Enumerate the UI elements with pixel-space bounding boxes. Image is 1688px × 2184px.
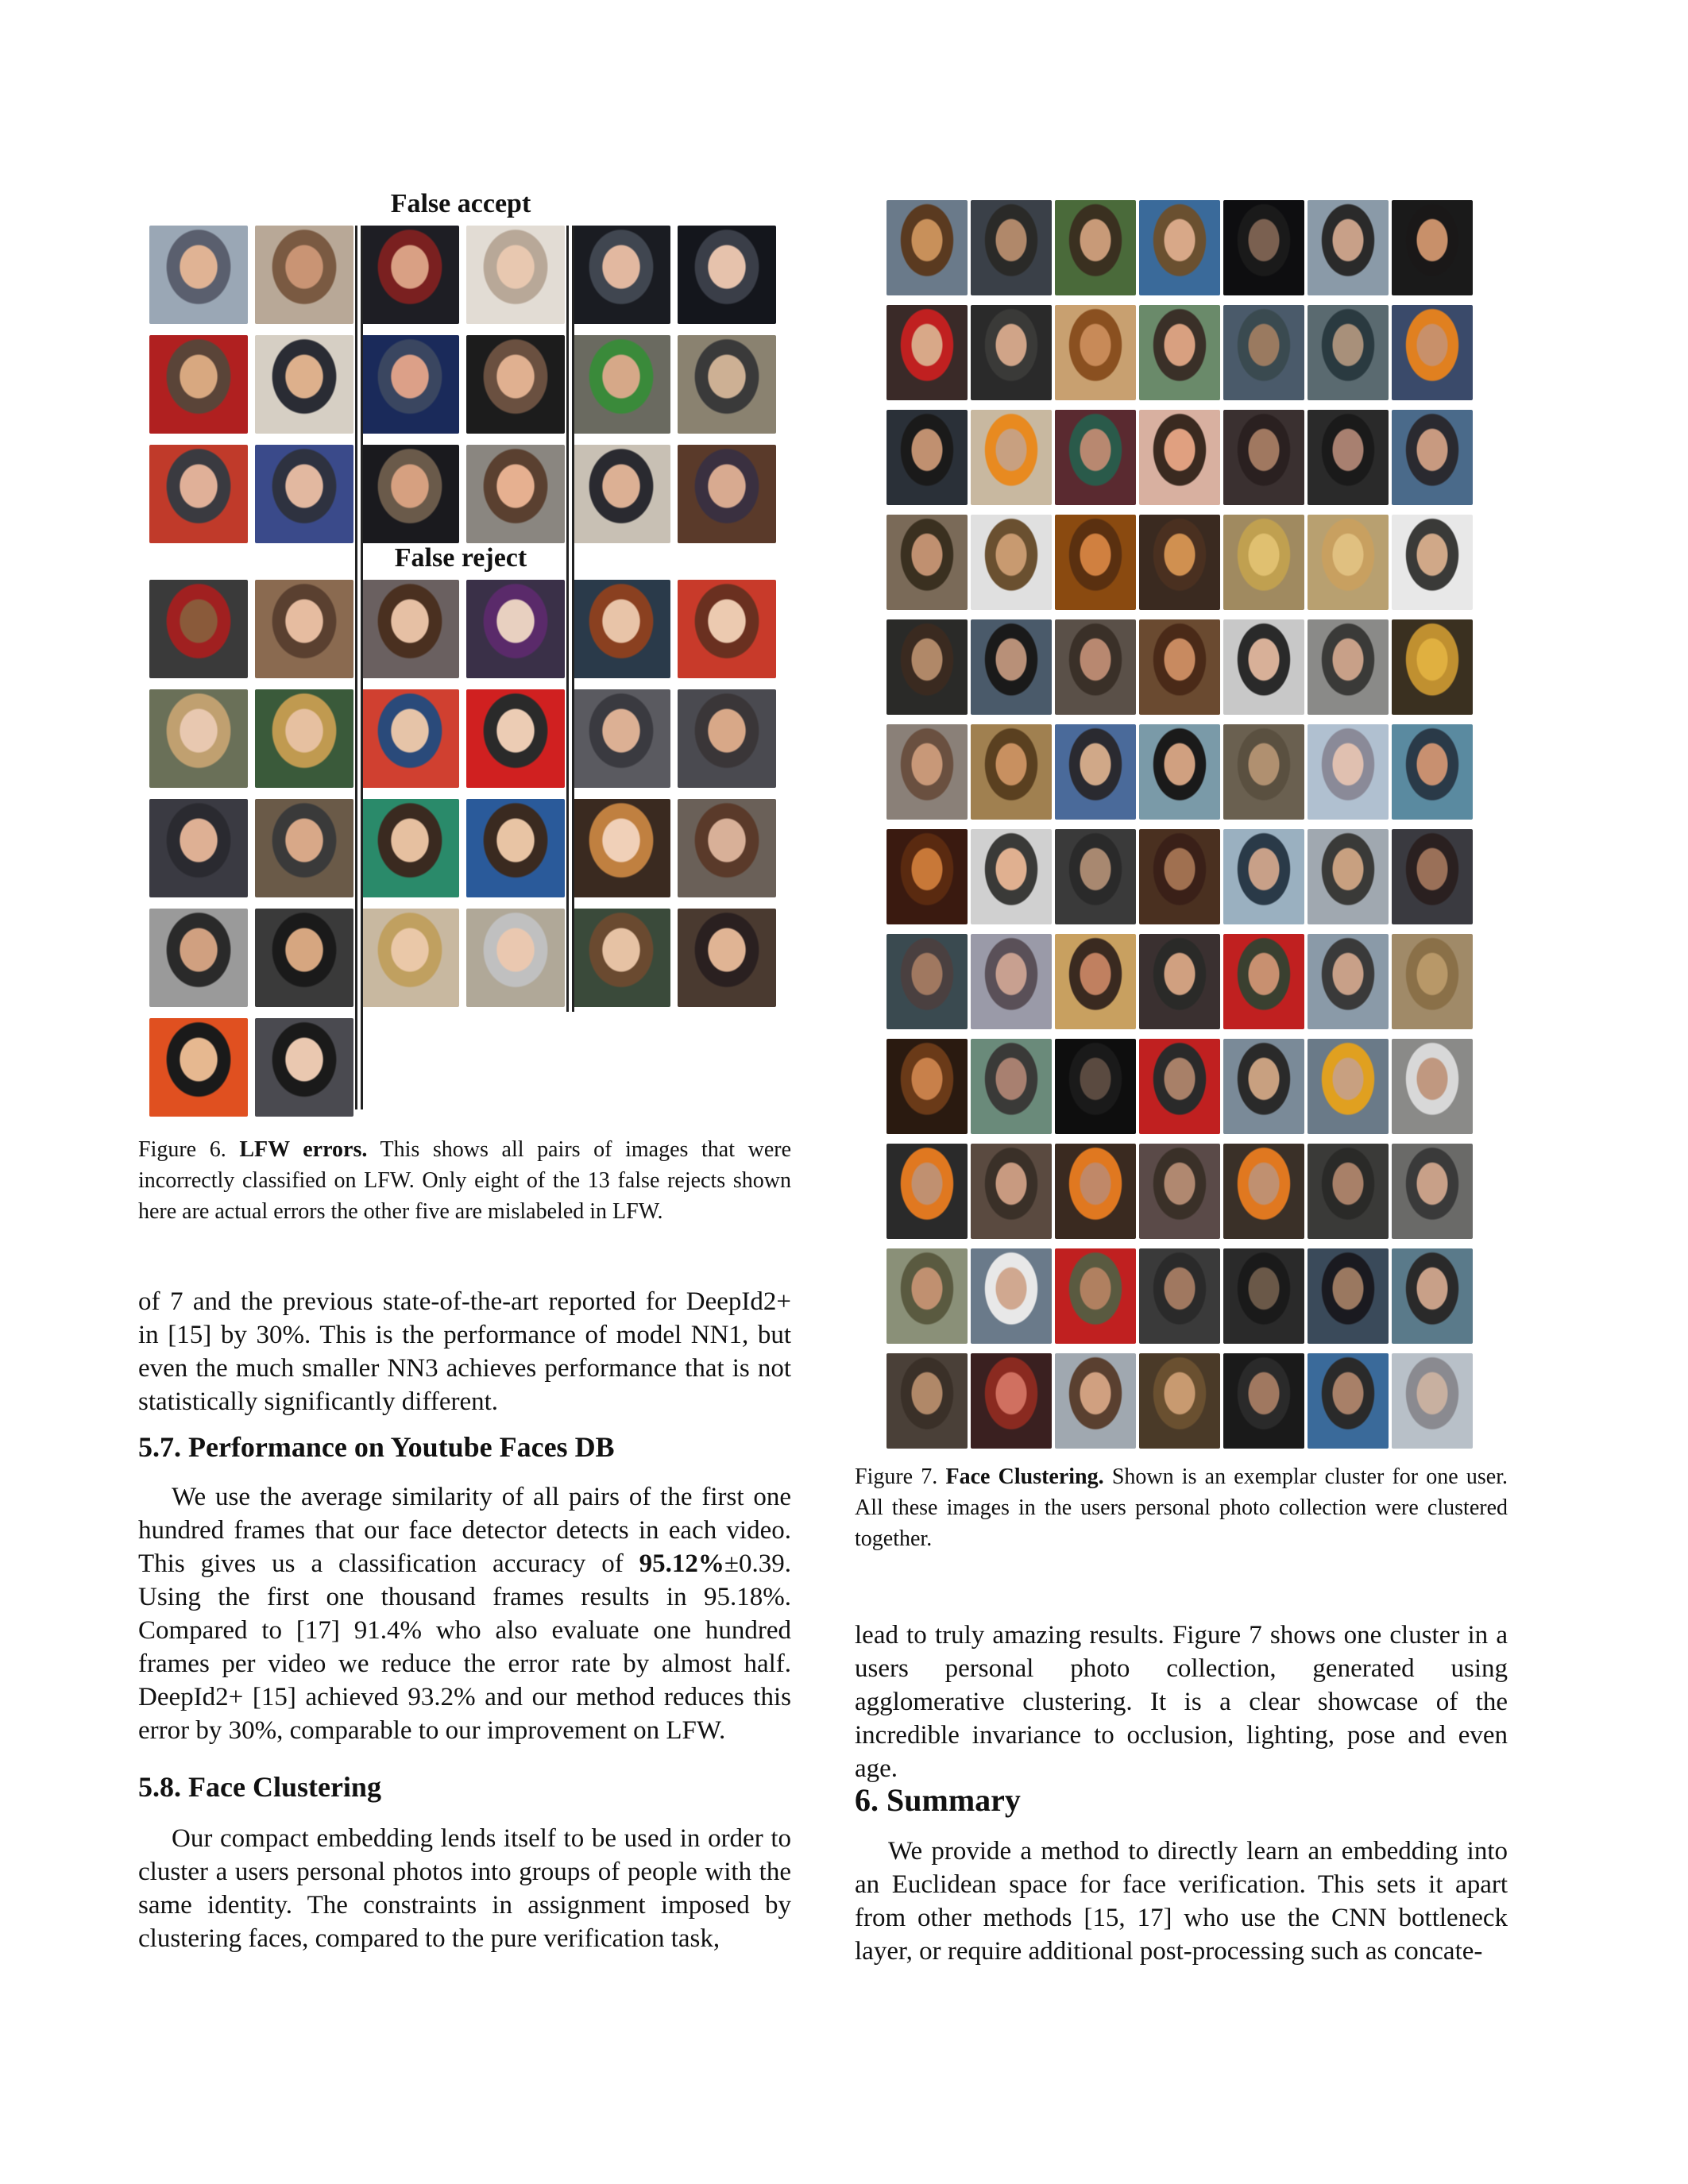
- face-cluster-grid: [886, 200, 1474, 1449]
- face-thumbnail: [572, 580, 670, 678]
- face-thumbnail: [1139, 1353, 1220, 1449]
- face-thumbnail: [361, 580, 459, 678]
- face-thumbnail: [255, 1018, 353, 1117]
- face-thumbnail: [971, 1248, 1052, 1344]
- face-thumbnail: [572, 799, 670, 897]
- section-6-heading: 6. Summary: [855, 1782, 1021, 1818]
- face-thumbnail: [886, 410, 968, 505]
- section-5-7-paragraph: [138, 1480, 791, 1747]
- face-thumbnail: [1139, 1248, 1220, 1344]
- false-reject-grid: [149, 580, 777, 1117]
- figure-7-caption: [855, 1461, 1508, 1554]
- face-thumbnail: [149, 335, 248, 434]
- figure-6-text: This shows all pairs of images that were incorrectly classified on LFW. Only eight of the 13 false rejects shown here are actual errors the other five are mislabeled in LFW.: [138, 1137, 792, 1224]
- figure-7-label: Figure 7.: [855, 1464, 938, 1489]
- pair-divider: [566, 226, 569, 1012]
- figure-6-caption: [138, 1134, 791, 1227]
- face-thumbnail: [1055, 305, 1136, 400]
- face-thumbnail: [1308, 1353, 1389, 1449]
- face-thumbnail: [1308, 829, 1389, 924]
- face-thumbnail: [886, 515, 968, 610]
- face-thumbnail: [971, 1353, 1052, 1449]
- face-thumbnail: [255, 580, 353, 678]
- face-thumbnail: [886, 305, 968, 400]
- face-thumbnail: [1139, 200, 1220, 295]
- face-thumbnail: [466, 445, 565, 543]
- face-thumbnail: [149, 799, 248, 897]
- face-thumbnail: [149, 445, 248, 543]
- face-thumbnail: [1392, 1353, 1473, 1449]
- false-reject-title: False reject: [394, 543, 527, 573]
- face-thumbnail: [1308, 724, 1389, 820]
- face-thumbnail: [255, 909, 353, 1007]
- face-thumbnail: [1139, 619, 1220, 715]
- face-thumbnail: [678, 909, 776, 1007]
- section-5-7-text-a: We use the average similarity of all pairs of the first one hundred frames that our face detector detects in each video. This gives us a classification accuracy of: [138, 1483, 791, 1578]
- pair-divider: [361, 226, 363, 1109]
- face-thumbnail: [572, 445, 670, 543]
- face-thumbnail: [971, 619, 1052, 715]
- face-thumbnail: [149, 580, 248, 678]
- pair-divider: [572, 226, 574, 1012]
- face-thumbnail: [1139, 410, 1220, 505]
- face-thumbnail: [149, 689, 248, 788]
- pair-divider: [355, 226, 357, 1109]
- face-thumbnail: [572, 226, 670, 324]
- face-thumbnail: [1223, 829, 1304, 924]
- face-thumbnail: [886, 1144, 968, 1239]
- face-thumbnail: [1223, 305, 1304, 400]
- face-thumbnail: [1392, 1144, 1473, 1239]
- face-thumbnail: [1392, 724, 1473, 820]
- section-5-8-heading: 5.8. Face Clustering: [138, 1771, 381, 1803]
- face-thumbnail: [1308, 934, 1389, 1029]
- face-thumbnail: [1223, 1144, 1304, 1239]
- face-thumbnail: [886, 1248, 968, 1344]
- face-thumbnail: [1055, 934, 1136, 1029]
- face-thumbnail: [1055, 619, 1136, 715]
- face-thumbnail: [1055, 200, 1136, 295]
- face-thumbnail: [1139, 724, 1220, 820]
- face-thumbnail: [149, 1018, 248, 1117]
- face-thumbnail: [886, 619, 968, 715]
- face-thumbnail: [971, 515, 1052, 610]
- face-thumbnail: [1139, 1144, 1220, 1239]
- face-thumbnail: [1223, 1248, 1304, 1344]
- face-thumbnail: [149, 226, 248, 324]
- figure-7-bold: Face Clustering.: [945, 1464, 1104, 1489]
- false-accept-grid: [149, 226, 777, 543]
- face-thumbnail: [361, 689, 459, 788]
- face-thumbnail: [1308, 410, 1389, 505]
- face-thumbnail: [886, 200, 968, 295]
- face-thumbnail: [1223, 1353, 1304, 1449]
- face-thumbnail: [466, 226, 565, 324]
- face-thumbnail: [572, 335, 670, 434]
- face-thumbnail: [678, 799, 776, 897]
- face-thumbnail: [1223, 515, 1304, 610]
- face-thumbnail: [1223, 200, 1304, 295]
- face-thumbnail: [971, 305, 1052, 400]
- face-thumbnail: [1139, 515, 1220, 610]
- face-thumbnail: [1055, 515, 1136, 610]
- face-thumbnail: [1139, 934, 1220, 1029]
- face-thumbnail: [361, 445, 459, 543]
- face-thumbnail: [1308, 1144, 1389, 1239]
- face-thumbnail: [1223, 724, 1304, 820]
- figure-6-bold: LFW errors.: [239, 1137, 368, 1162]
- accuracy-pm: ±0.39: [724, 1549, 785, 1578]
- face-thumbnail: [1392, 619, 1473, 715]
- face-thumbnail: [1392, 305, 1473, 400]
- face-thumbnail: [1308, 1039, 1389, 1134]
- face-thumbnail: [1139, 1039, 1220, 1134]
- section-5-7-text-b: . Using the first one thousand frames results in 95.18%. Compared to [17] 91.4% who also evaluate one hundred frames per video we reduce the error rate by almost half. DeepId2+ [15] achieved 93.2% and our method reduces this error by 30%, comparable to our improvement on LFW.: [138, 1549, 792, 1745]
- face-thumbnail: [361, 335, 459, 434]
- face-thumbnail: [255, 445, 353, 543]
- face-thumbnail: [1392, 410, 1473, 505]
- face-thumbnail: [886, 1039, 968, 1134]
- face-thumbnail: [1055, 1248, 1136, 1344]
- face-thumbnail: [572, 909, 670, 1007]
- face-thumbnail: [1308, 200, 1389, 295]
- face-thumbnail: [466, 909, 565, 1007]
- face-thumbnail: [466, 335, 565, 434]
- face-thumbnail: [1223, 934, 1304, 1029]
- face-thumbnail: [1392, 1248, 1473, 1344]
- face-thumbnail: [1392, 1039, 1473, 1134]
- section-5-7-heading: 5.7. Performance on Youtube Faces DB: [138, 1431, 615, 1463]
- face-thumbnail: [255, 799, 353, 897]
- face-thumbnail: [255, 226, 353, 324]
- face-thumbnail: [361, 909, 459, 1007]
- figure-7-text: Shown is an exemplar cluster for one user. All these images in the users personal photo collection were clustered together.: [855, 1464, 1508, 1551]
- section-5-8-paragraph: Our compact embedding lends itself to be used in order to cluster a users personal photos into groups of people with the same identity. The constraints in assignment imposed by clustering faces, compared to the pure verification task,: [138, 1824, 791, 1953]
- face-thumbnail: [466, 799, 565, 897]
- face-thumbnail: [971, 724, 1052, 820]
- face-thumbnail: [255, 689, 353, 788]
- face-thumbnail: [1392, 200, 1473, 295]
- face-thumbnail: [971, 829, 1052, 924]
- face-thumbnail: [1392, 934, 1473, 1029]
- face-thumbnail: [1055, 1353, 1136, 1449]
- face-thumbnail: [886, 829, 968, 924]
- face-thumbnail: [466, 689, 565, 788]
- face-thumbnail: [971, 200, 1052, 295]
- face-thumbnail: [678, 689, 776, 788]
- face-thumbnail: [678, 335, 776, 434]
- face-thumbnail: [1392, 829, 1473, 924]
- section-6-paragraph: We provide a method to directly learn an embedding into an Euclidean space for face verification. This sets it apart from other methods [15, 17] who use the CNN bottleneck layer, or require additional post-processing such as concate-: [855, 1837, 1508, 1966]
- face-thumbnail: [1223, 1039, 1304, 1134]
- face-thumbnail: [1223, 410, 1304, 505]
- face-thumbnail: [678, 580, 776, 678]
- continuation-paragraph: lead to truly amazing results. Figure 7 shows one cluster in a users personal photo collection, generated using agglomerative clustering. It is a clear showcase of the incredible invariance to occlusion, lighting, pose and even age.: [855, 1621, 1508, 1783]
- face-thumbnail: [255, 335, 353, 434]
- face-thumbnail: [1308, 619, 1389, 715]
- face-thumbnail: [886, 934, 968, 1029]
- face-thumbnail: [1055, 1039, 1136, 1134]
- face-thumbnail: [1308, 1248, 1389, 1344]
- face-thumbnail: [149, 909, 248, 1007]
- face-thumbnail: [1055, 724, 1136, 820]
- face-thumbnail: [1055, 1144, 1136, 1239]
- face-thumbnail: [466, 580, 565, 678]
- face-thumbnail: [1139, 829, 1220, 924]
- face-thumbnail: [1055, 829, 1136, 924]
- accuracy-value: 95.12%: [639, 1549, 724, 1578]
- face-thumbnail: [971, 1039, 1052, 1134]
- face-thumbnail: [1308, 305, 1389, 400]
- face-thumbnail: [572, 689, 670, 788]
- face-thumbnail: [1139, 305, 1220, 400]
- face-thumbnail: [971, 934, 1052, 1029]
- face-thumbnail: [361, 226, 459, 324]
- false-accept-title: False accept: [390, 189, 531, 218]
- face-thumbnail: [971, 410, 1052, 505]
- face-thumbnail: [1223, 619, 1304, 715]
- figure-6-label: Figure 6.: [138, 1137, 226, 1162]
- face-thumbnail: [886, 1353, 968, 1449]
- face-thumbnail: [678, 226, 776, 324]
- intro-paragraph: of 7 and the previous state-of-the-art reported for DeepId2+ in [15] by 30%. This is the performance of model NN1, but even the much smaller NN3 achieves performance that is not statistically significantly different.: [138, 1287, 791, 1416]
- face-thumbnail: [1308, 515, 1389, 610]
- face-thumbnail: [1055, 410, 1136, 505]
- face-thumbnail: [361, 799, 459, 897]
- face-thumbnail: [1392, 515, 1473, 610]
- face-thumbnail: [678, 445, 776, 543]
- face-thumbnail: [971, 1144, 1052, 1239]
- face-thumbnail: [886, 724, 968, 820]
